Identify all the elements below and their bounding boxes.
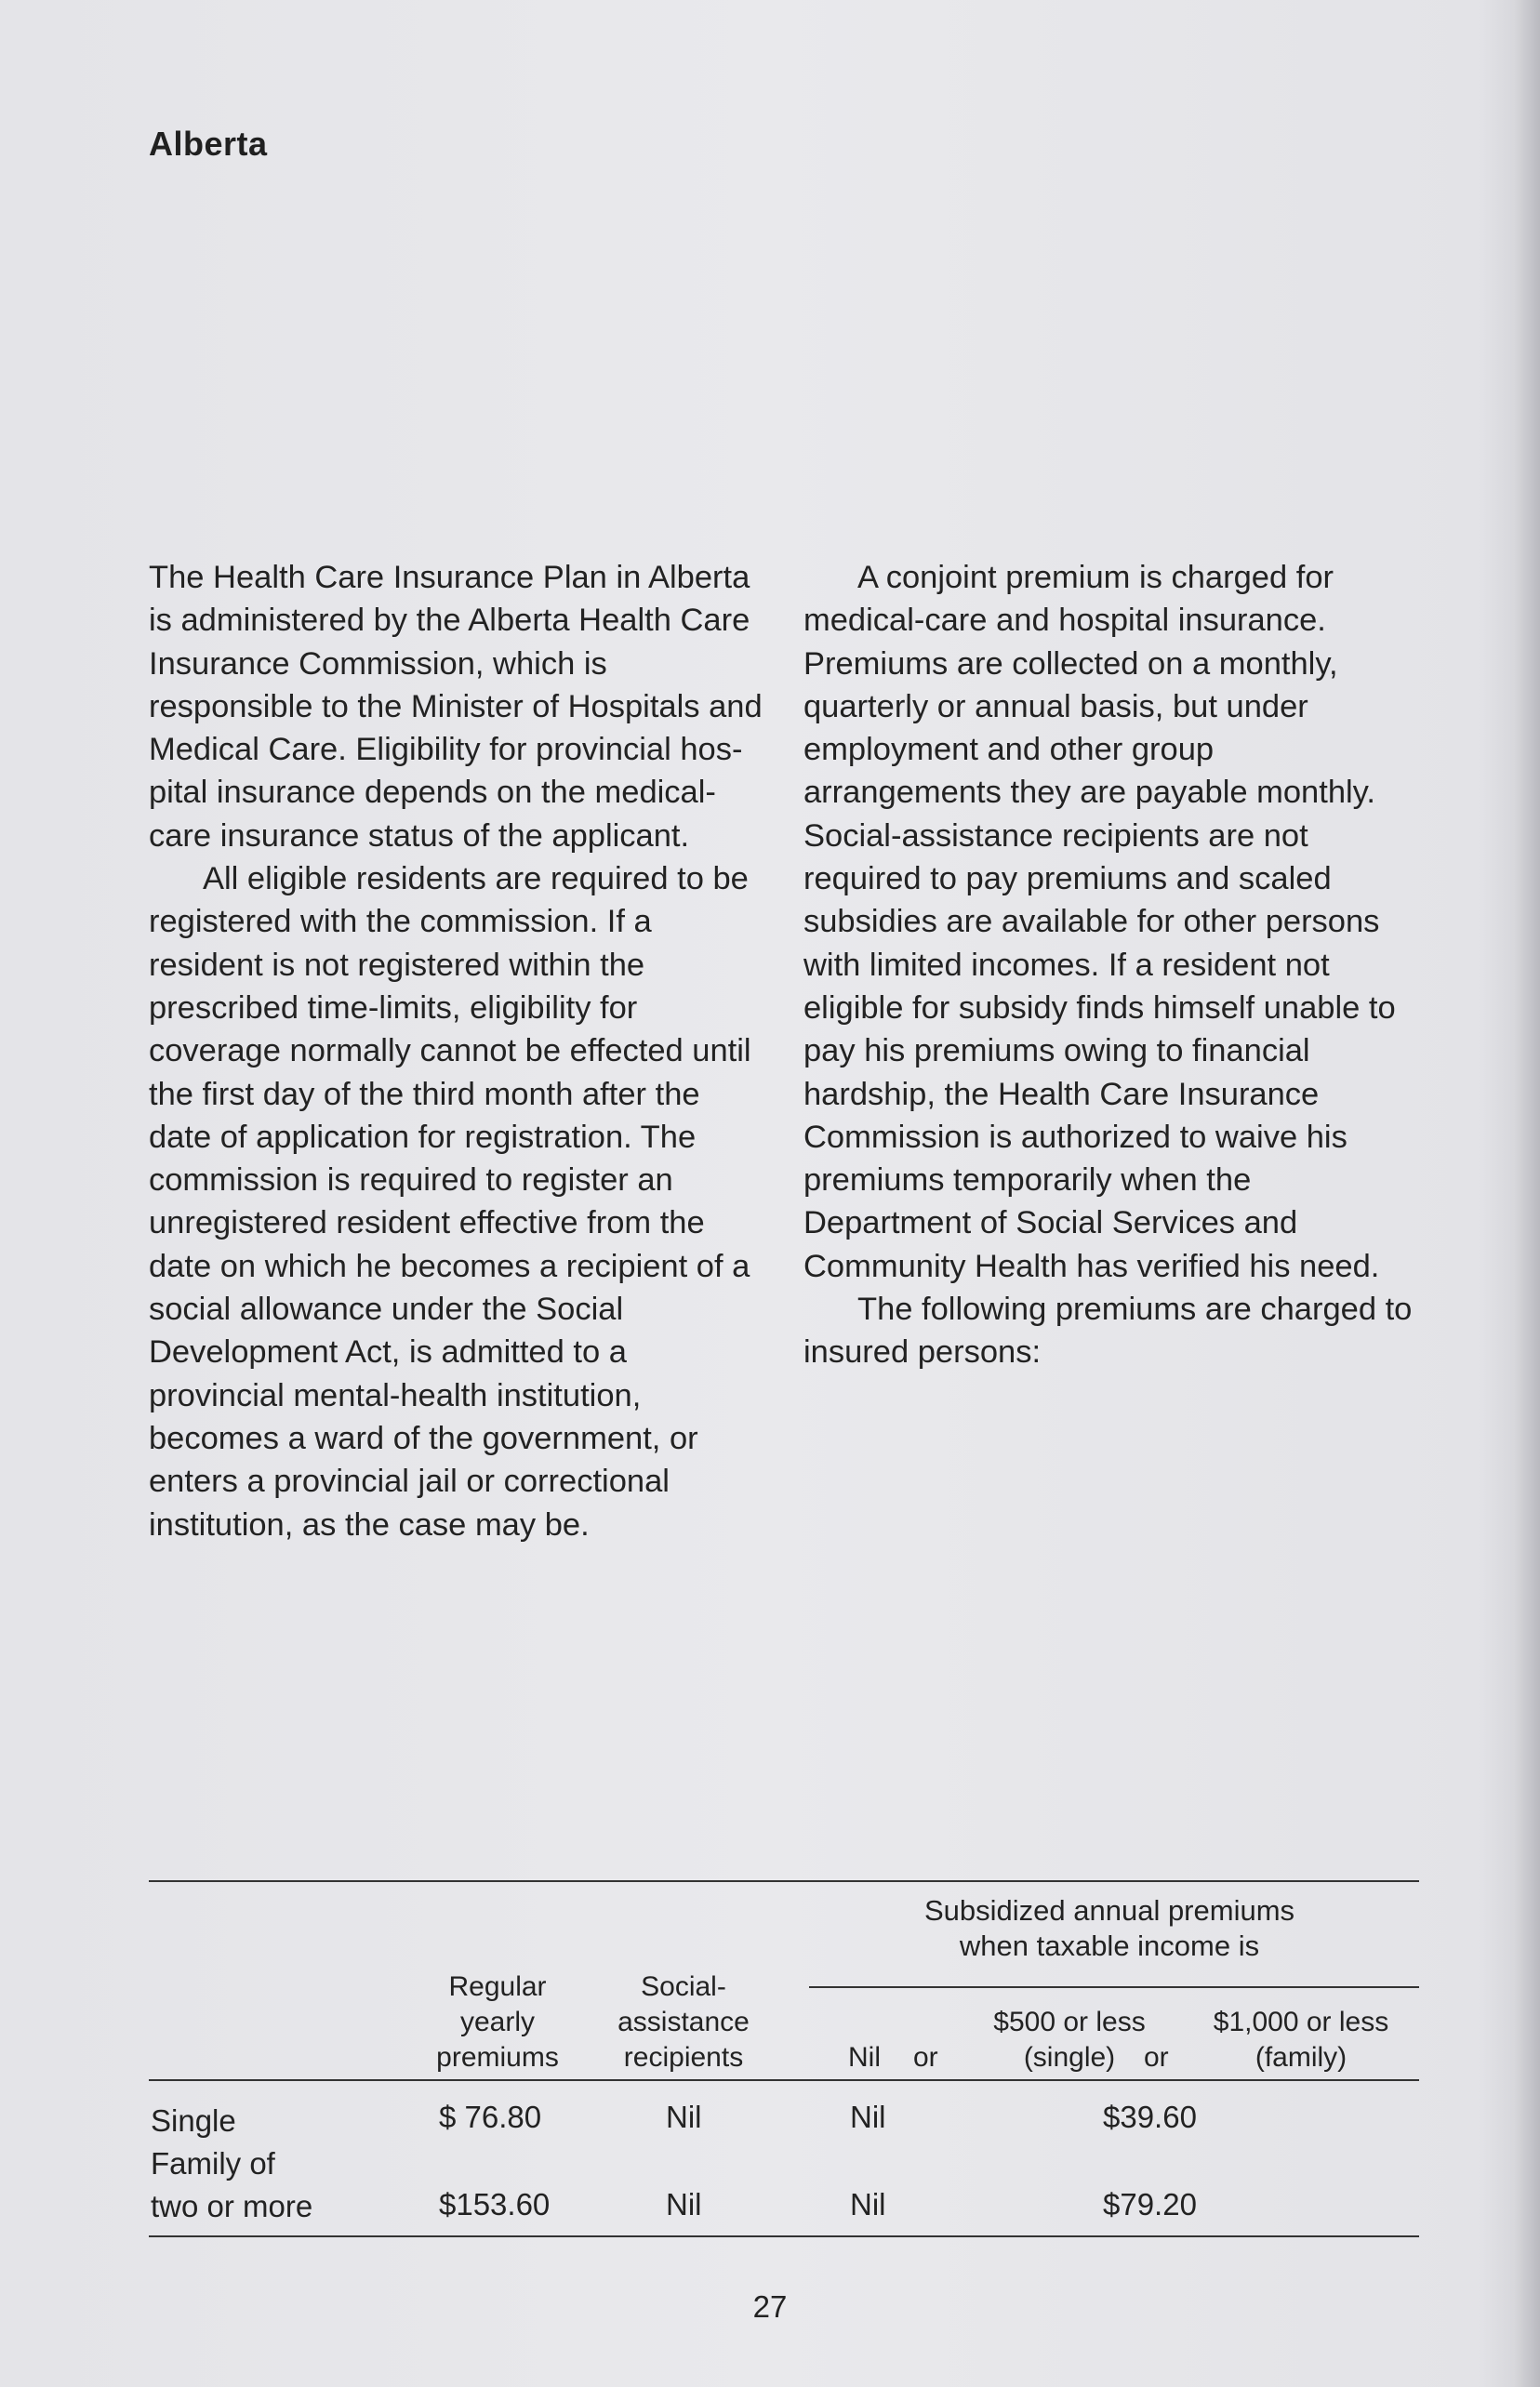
header-line: Regular: [448, 1971, 547, 2002]
row-nil-family: Nil: [850, 2187, 886, 2221]
row-social-family: Nil: [666, 2187, 702, 2221]
header-line: (family): [1255, 2042, 1348, 2073]
table-top-rule: [149, 1880, 1419, 1882]
regular-premiums-header: [418, 1969, 577, 2075]
table-bottom-rule: [149, 2235, 1419, 2237]
nil-income-header: Nil: [848, 2042, 881, 2073]
row-social-single: Nil: [666, 2100, 702, 2134]
left-paragraph-2: All eligible residents are required to be registered with the commission. If a resident is not registered within the prescribed time-limits, eligibility for coverage normally cannot be effected until the first day of the third month after the date of application for registration. The commission is required to register an unregistered resident effective from the date on which he becomes a recipient of a social allowance under the Social Development Act, is admitted to a provincial mental-health institution, becomes a ward of the government, or enters a provincial jail or correctional institution, as the case may be.: [149, 861, 751, 1543]
table-header-rule: [149, 2079, 1419, 2081]
or-separator-2: or: [1144, 2042, 1169, 2073]
right-paragraph-2: The following premiums are charged to insured persons:: [803, 1292, 1413, 1371]
left-paragraph-1: The Health Care Insurance Plan in Alberta is administered by the Alberta Health Care Insurance Commission, which is responsible to the Minister of Hospitals and Medical Care. Eligibility for provincial hospital insurance depends on the medical-care insurance status of the applicant.: [149, 560, 763, 854]
row-label-single: Single: [151, 2103, 236, 2138]
subsidized-header-rule: [809, 1986, 1419, 1988]
header-line: assistance: [617, 2007, 750, 2037]
left-column: [149, 556, 763, 1546]
subsidized-header-line-1: Subsidized annual premiums: [923, 1894, 1295, 1927]
row-regular-single: $ 76.80: [439, 2100, 542, 2134]
row-label-family: [151, 2142, 312, 2228]
right-paragraph-1: A conjoint premium is charged for medical-care and hospital insurance. Premiums are collected on a monthly, quarterly or annual basis, but under employment and other group arrangements they are payable monthly. Social-assistance recipients are not required to pay premiums and scaled subsidies are available for other persons with limited incomes. If a resident not eligible for subsidy finds himself unable to pay his premiums owing to financial hardship, the Health Care Insurance Commission is authorized to waive his premiums temporarily when the Department of Social Services and Community Health has verified his need.: [803, 560, 1396, 1284]
header-line: $500 or less: [993, 2007, 1146, 2037]
row-subsidized-family: $79.20: [1103, 2187, 1197, 2221]
header-line: premiums: [436, 2042, 559, 2073]
right-column: [803, 556, 1417, 1374]
family-income-header: [1183, 2005, 1419, 2075]
header-line: $1,000 or less: [1213, 2007, 1389, 2037]
header-line: yearly: [459, 2007, 536, 2037]
row-nil-single: Nil: [850, 2100, 886, 2134]
header-line: Social-: [641, 1971, 726, 2002]
row-label-line: Family of: [151, 2146, 275, 2181]
header-line: (single): [1023, 2042, 1116, 2073]
header-line: recipients: [623, 2042, 744, 2073]
row-regular-family: $153.60: [439, 2187, 551, 2221]
page-number: 27: [752, 2289, 788, 2324]
subsidized-header-line-2: when taxable income is: [959, 1929, 1260, 1962]
page-edge: [1514, 0, 1540, 2387]
social-assistance-header: [604, 1969, 763, 2075]
subsidized-header: [800, 1893, 1419, 1964]
or-separator-1: or: [913, 2042, 938, 2073]
premiums-table: [149, 1880, 1419, 2243]
row-subsidized-single: $39.60: [1103, 2100, 1197, 2134]
row-label-line: two or more: [151, 2189, 313, 2223]
single-income-header: [967, 2005, 1172, 2075]
page-heading: Alberta: [149, 125, 268, 163]
